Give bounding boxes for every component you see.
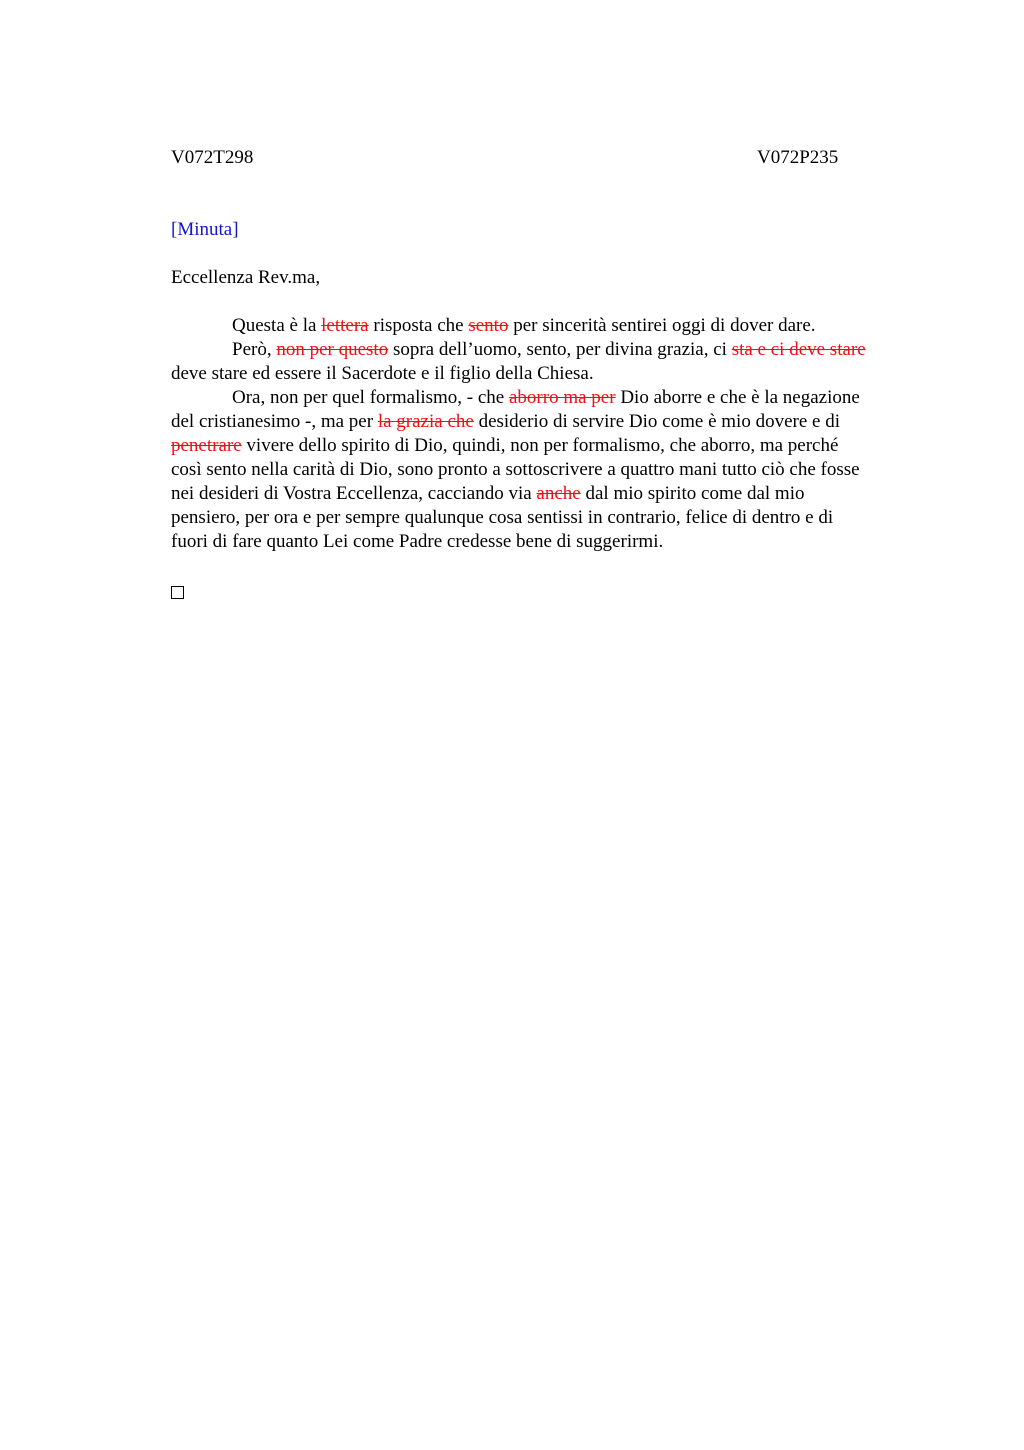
document-code-left: V072T298 — [171, 147, 254, 168]
text-span: Questa è la — [232, 315, 322, 336]
text-span: desiderio di servire Dio come è mio dovere e di — [473, 411, 840, 432]
editorial-note — [171, 218, 931, 242]
paragraph-3-line-6: pensiero, per ora e per sempre qualunque cosa sentissi in contrario, felice di dentro e di — [171, 507, 834, 528]
paragraph-3-line-2 — [171, 410, 931, 434]
document-page — [171, 146, 931, 599]
paragraph-2-line-2: deve stare ed essere il Sacerdote e il figlio della Chiesa. — [171, 363, 594, 384]
paragraph-3-line-3 — [171, 434, 931, 458]
text-span: del cristianesimo -, ma per — [171, 411, 378, 432]
deleted-word: anche — [536, 483, 581, 504]
paragraph-3-line-7: fuori di fare quanto Lei come Padre credesse bene di suggerirmi. — [171, 531, 664, 552]
page-code-right: V072P235 — [757, 147, 839, 168]
text-span: sopra dell’uomo, sento, per divina grazia, ci — [388, 339, 732, 360]
paragraph-3-line-1 — [171, 386, 931, 410]
deleted-word: penetrare — [171, 435, 242, 456]
paragraph-3-line-4: così sento nella carità di Dio, sono pronto a sottoscrivere a quattro mani tutto ciò che fosse — [171, 459, 860, 480]
text-span: risposta che — [368, 315, 469, 336]
minuta-label: [Minuta] — [171, 219, 239, 240]
document-header — [171, 146, 931, 170]
text-span: per sincerità sentirei oggi di dover dare. — [508, 315, 816, 336]
end-marker-box-icon — [171, 586, 184, 599]
deleted-phrase: non per questo — [276, 339, 389, 360]
text-span: vivere dello spirito di Dio, quindi, non per formalismo, che aborro, ma perché — [241, 435, 839, 456]
paragraph-3 — [171, 386, 931, 554]
deleted-phrase: aborro ma per — [509, 387, 616, 408]
paragraph-3-line-5 — [171, 482, 931, 506]
text-span: Dio aborre e che è la negazione — [615, 387, 860, 408]
paragraph-2-line-1 — [171, 338, 931, 362]
text-span: dal mio spirito come dal mio — [580, 483, 805, 504]
text-span: Però, — [232, 339, 277, 360]
deleted-phrase: la grazia che — [377, 411, 474, 432]
letter-body — [171, 314, 931, 554]
paragraph-1 — [171, 314, 931, 338]
deleted-phrase: sta e ci deve stare — [731, 339, 866, 360]
deleted-word: sento — [468, 315, 509, 336]
text-span: Ora, non per quel formalismo, - che — [232, 387, 509, 408]
salutation: Eccellenza Rev.ma, — [171, 267, 321, 288]
text-span: nei desideri di Vostra Eccellenza, cacciando via — [171, 483, 537, 504]
paragraph-2 — [171, 338, 931, 386]
deleted-word: lettera — [321, 315, 369, 336]
